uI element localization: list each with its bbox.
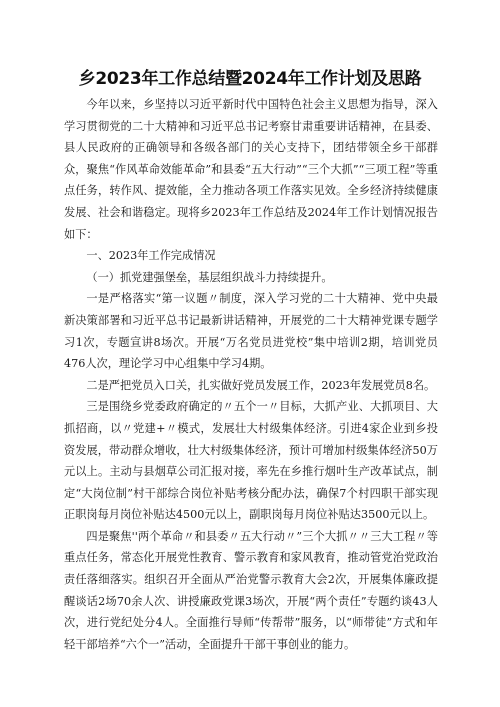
document-title: 乡2023年工作总结暨2024年工作计划及思路 [78,69,422,89]
intro-paragraph: 今年以来，乡坚持以习近平新时代中国特色社会主义思想为指导，深入学习贯彻党的二十大精神和习近平总书记考察甘肃重要讲话精神，在县委、县人民政府的正确领导和各级各部门的关心支持下，团结带领全乡干部群众，聚焦“作风革命效能革命”和县委“五大行动”“三个大抓”“三项工程”等重点任务，转作风、提效能，全力推动各项工作落实见效。全乡经济持续健康发展、社会和谐稳定。现将乡2023年工作总结及2024年工作计划情况报告如下： [64,98,438,241]
subsection-heading: （一）抓党建强堡垒，基层组织战斗力持续提升。 [86,270,333,284]
document-body [64,94,438,655]
body-paragraph: 一是严格落实“第一议题〃制度，深入学习党的二十大精神、党中央最新决策部署和习近平总书记最新讲话精神，开展党的二十大精神党课专题学习1次，专题宣讲8场次。开展“万名党员进党校”集中培训2期，培训党员476人次，理论学习中心组集中学习4期。 [64,292,438,371]
body-paragraph: 四是聚焦''两个革命〃和县委〃五大行动〃”三个大抓〃〃三大工程〃等重点任务，常态化开展党性教育、警示教育和家风教育，推动管党治党政治责任落细落实。组织召开全面从严治党警示教育大会2次，开展集体廉政提醒谈话2场70余人次、讲授廉政党课3场次，开展“两个责任”专题约谈43人次，进行党纪处分4人。全面推行导师“传帮带”服务，以“师带徒”方式和年轻干部培养“六个一”活动，全面提升干部干事创业的能力。 [64,529,438,651]
body-paragraph: 三是围绕乡党委政府确定的〃五个一〃目标，大抓产业、大抓项目、大抓招商，以〃党建+〃模式，发展壮大村级集体经济。引进4家企业到乡投资发展，带动群众增收，壮大村级集体经济，预计可增加村级集体经济50万元以上。主动与县烟草公司汇报对接，率先在乡推行烟叶生产改革试点，制定“大岗位制”村干部综合岗位补贴考核分配办法，确保7个村四职干部实现正职岗每月岗位补贴达4500元以上，副职岗每月岗位补贴达3500元以上。 [64,400,438,522]
section-heading: 一、2023年工作完成情况 [86,249,216,263]
body-paragraph: 二是严把党员入口关，扎实做好党员发展工作，2023年发展党员8名。 [86,378,436,392]
